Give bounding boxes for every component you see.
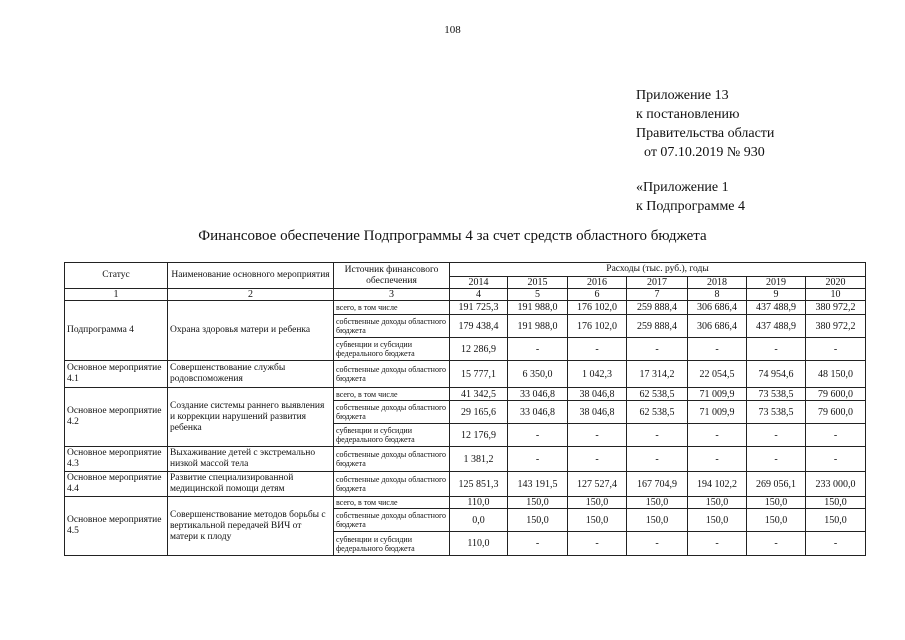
row-value: 150,0 bbox=[568, 497, 627, 509]
row-value: 437 488,9 bbox=[747, 315, 806, 338]
appendix-line-4: от 07.10.2019 № 930 bbox=[644, 145, 765, 160]
table-row bbox=[65, 301, 866, 315]
row-name: Совершенствование службы родовспоможения bbox=[168, 361, 334, 388]
row-value: - bbox=[568, 424, 627, 447]
header-year: 2019 bbox=[747, 277, 806, 289]
row-value: 79 600,0 bbox=[806, 388, 866, 401]
row-value: 150,0 bbox=[688, 509, 747, 532]
document-title: Финансовое обеспечение Подпрограммы 4 за счет средств областного бюджета bbox=[198, 228, 707, 244]
row-source: субвенции и субсидии федерального бюджета bbox=[334, 338, 450, 361]
row-value: 12 176,9 bbox=[450, 424, 508, 447]
row-name: Охрана здоровья матери и ребенка bbox=[168, 301, 334, 361]
table-body bbox=[65, 301, 866, 556]
column-number: 2 bbox=[168, 289, 334, 301]
row-value: - bbox=[508, 447, 568, 472]
row-value: 71 009,9 bbox=[688, 401, 747, 424]
row-value: 194 102,2 bbox=[688, 472, 747, 497]
row-value: 150,0 bbox=[508, 497, 568, 509]
row-name: Совершенствование методов борьбы с вертикальной передачей ВИЧ от матери к плоду bbox=[168, 497, 334, 556]
column-number: 9 bbox=[747, 289, 806, 301]
row-value: 62 538,5 bbox=[627, 401, 688, 424]
row-value: 150,0 bbox=[747, 497, 806, 509]
row-value: 6 350,0 bbox=[508, 361, 568, 388]
row-value: - bbox=[508, 532, 568, 556]
row-value: 33 046,8 bbox=[508, 388, 568, 401]
row-name: Развитие специализированной медицинской помощи детям bbox=[168, 472, 334, 497]
header-source: Источник финансового обеспечения bbox=[334, 263, 450, 289]
row-value: 380 972,2 bbox=[806, 315, 866, 338]
row-value: - bbox=[806, 338, 866, 361]
row-status: Основное мероприятие 4.5 bbox=[65, 497, 168, 556]
column-number: 7 bbox=[627, 289, 688, 301]
row-value: - bbox=[568, 447, 627, 472]
column-number: 10 bbox=[806, 289, 866, 301]
row-value: 110,0 bbox=[450, 532, 508, 556]
row-value: 71 009,9 bbox=[688, 388, 747, 401]
row-value: 191 988,0 bbox=[508, 301, 568, 315]
row-value: - bbox=[747, 338, 806, 361]
row-value: 38 046,8 bbox=[568, 401, 627, 424]
header-name: Наименование основного мероприятия bbox=[168, 263, 334, 289]
row-value: - bbox=[627, 532, 688, 556]
header-year: 2018 bbox=[688, 277, 747, 289]
row-source: собственные доходы областного бюджета bbox=[334, 447, 450, 472]
table-row bbox=[65, 361, 866, 388]
row-source: всего, в том числе bbox=[334, 301, 450, 315]
header-year: 2017 bbox=[627, 277, 688, 289]
row-value: 17 314,2 bbox=[627, 361, 688, 388]
row-value: - bbox=[688, 532, 747, 556]
financing-table bbox=[64, 262, 866, 556]
row-value: 74 954,6 bbox=[747, 361, 806, 388]
row-source: субвенции и субсидии федерального бюджета bbox=[334, 532, 450, 556]
row-source: всего, в том числе bbox=[334, 497, 450, 509]
row-status: Основное мероприятие 4.1 bbox=[65, 361, 168, 388]
table-row bbox=[65, 447, 866, 472]
row-status: Основное мероприятие 4.3 bbox=[65, 447, 168, 472]
row-value: 15 777,1 bbox=[450, 361, 508, 388]
row-value: 1 042,3 bbox=[568, 361, 627, 388]
row-value: 150,0 bbox=[747, 509, 806, 532]
table-row bbox=[65, 388, 866, 401]
row-value: - bbox=[688, 447, 747, 472]
row-value: 150,0 bbox=[508, 509, 568, 532]
appendix-line-1: Приложение 13 bbox=[636, 88, 729, 103]
row-value: 259 888,4 bbox=[627, 315, 688, 338]
row-source: собственные доходы областного бюджета bbox=[334, 472, 450, 497]
row-value: - bbox=[806, 447, 866, 472]
column-number: 6 bbox=[568, 289, 627, 301]
row-value: 12 286,9 bbox=[450, 338, 508, 361]
header-status: Статус bbox=[65, 263, 168, 289]
row-value: 269 056,1 bbox=[747, 472, 806, 497]
row-value: 150,0 bbox=[806, 509, 866, 532]
column-number: 3 bbox=[334, 289, 450, 301]
row-value: - bbox=[627, 424, 688, 447]
row-value: 22 054,5 bbox=[688, 361, 747, 388]
row-value: 176 102,0 bbox=[568, 301, 627, 315]
row-value: 110,0 bbox=[450, 497, 508, 509]
row-value: 191 988,0 bbox=[508, 315, 568, 338]
row-source: собственные доходы областного бюджета bbox=[334, 401, 450, 424]
row-value: 73 538,5 bbox=[747, 401, 806, 424]
header-year: 2014 bbox=[450, 277, 508, 289]
row-status: Основное мероприятие 4.4 bbox=[65, 472, 168, 497]
page-number: 108 bbox=[444, 24, 461, 36]
row-value: 38 046,8 bbox=[568, 388, 627, 401]
row-value: 259 888,4 bbox=[627, 301, 688, 315]
row-source: всего, в том числе bbox=[334, 388, 450, 401]
row-value: - bbox=[508, 424, 568, 447]
row-value: 33 046,8 bbox=[508, 401, 568, 424]
row-value: 191 725,3 bbox=[450, 301, 508, 315]
column-number: 4 bbox=[450, 289, 508, 301]
row-value: 150,0 bbox=[688, 497, 747, 509]
row-value: 1 381,2 bbox=[450, 447, 508, 472]
appendix-line-2: к постановлению bbox=[636, 107, 740, 122]
row-value: - bbox=[806, 424, 866, 447]
row-value: 73 538,5 bbox=[747, 388, 806, 401]
row-value: 233 000,0 bbox=[806, 472, 866, 497]
row-value: 48 150,0 bbox=[806, 361, 866, 388]
header-year: 2016 bbox=[568, 277, 627, 289]
row-value: 150,0 bbox=[627, 509, 688, 532]
row-value: 29 165,6 bbox=[450, 401, 508, 424]
row-value: 306 686,4 bbox=[688, 301, 747, 315]
appendix-header bbox=[636, 86, 774, 162]
row-source: собственные доходы областного бюджета bbox=[334, 361, 450, 388]
inner-appendix-line-2: к Подпрограмме 4 bbox=[636, 199, 746, 214]
row-source: собственные доходы областного бюджета bbox=[334, 509, 450, 532]
row-value: 437 488,9 bbox=[747, 301, 806, 315]
row-value: 0,0 bbox=[450, 509, 508, 532]
row-value: 150,0 bbox=[806, 497, 866, 509]
row-status: Подпрограмма 4 bbox=[65, 301, 168, 361]
row-value: 143 191,5 bbox=[508, 472, 568, 497]
row-value: - bbox=[747, 424, 806, 447]
row-name: Выхаживание детей с экстремально низкой массой тела bbox=[168, 447, 334, 472]
row-value: 41 342,5 bbox=[450, 388, 508, 401]
row-status: Основное мероприятие 4.2 bbox=[65, 388, 168, 447]
header-year: 2015 bbox=[508, 277, 568, 289]
row-value: - bbox=[747, 532, 806, 556]
inner-appendix-header bbox=[636, 178, 745, 216]
row-value: 167 704,9 bbox=[627, 472, 688, 497]
row-source: собственные доходы областного бюджета bbox=[334, 315, 450, 338]
column-number: 8 bbox=[688, 289, 747, 301]
row-value: 150,0 bbox=[568, 509, 627, 532]
row-value: 179 438,4 bbox=[450, 315, 508, 338]
row-value: 127 527,4 bbox=[568, 472, 627, 497]
row-value: - bbox=[806, 532, 866, 556]
row-value: - bbox=[627, 338, 688, 361]
header-expenses: Расходы (тыс. руб.), годы bbox=[450, 263, 866, 277]
row-value: - bbox=[627, 447, 688, 472]
row-value: - bbox=[508, 338, 568, 361]
column-number: 1 bbox=[65, 289, 168, 301]
row-value: 79 600,0 bbox=[806, 401, 866, 424]
header-year: 2020 bbox=[806, 277, 866, 289]
row-value: 150,0 bbox=[627, 497, 688, 509]
row-value: 380 972,2 bbox=[806, 301, 866, 315]
column-number: 5 bbox=[508, 289, 568, 301]
row-value: - bbox=[747, 447, 806, 472]
row-value: 306 686,4 bbox=[688, 315, 747, 338]
row-value: - bbox=[568, 532, 627, 556]
row-value: - bbox=[688, 338, 747, 361]
row-value: 125 851,3 bbox=[450, 472, 508, 497]
row-value: - bbox=[688, 424, 747, 447]
row-source: субвенции и субсидии федерального бюджета bbox=[334, 424, 450, 447]
row-name: Создание системы раннего выявления и коррекции нарушений развития ребенка bbox=[168, 388, 334, 447]
table-row bbox=[65, 472, 866, 497]
inner-appendix-line-1: «Приложение 1 bbox=[636, 180, 729, 195]
appendix-line-3: Правительства области bbox=[636, 126, 775, 141]
row-value: 176 102,0 bbox=[568, 315, 627, 338]
row-value: 62 538,5 bbox=[627, 388, 688, 401]
row-value: - bbox=[568, 338, 627, 361]
table-row bbox=[65, 497, 866, 509]
